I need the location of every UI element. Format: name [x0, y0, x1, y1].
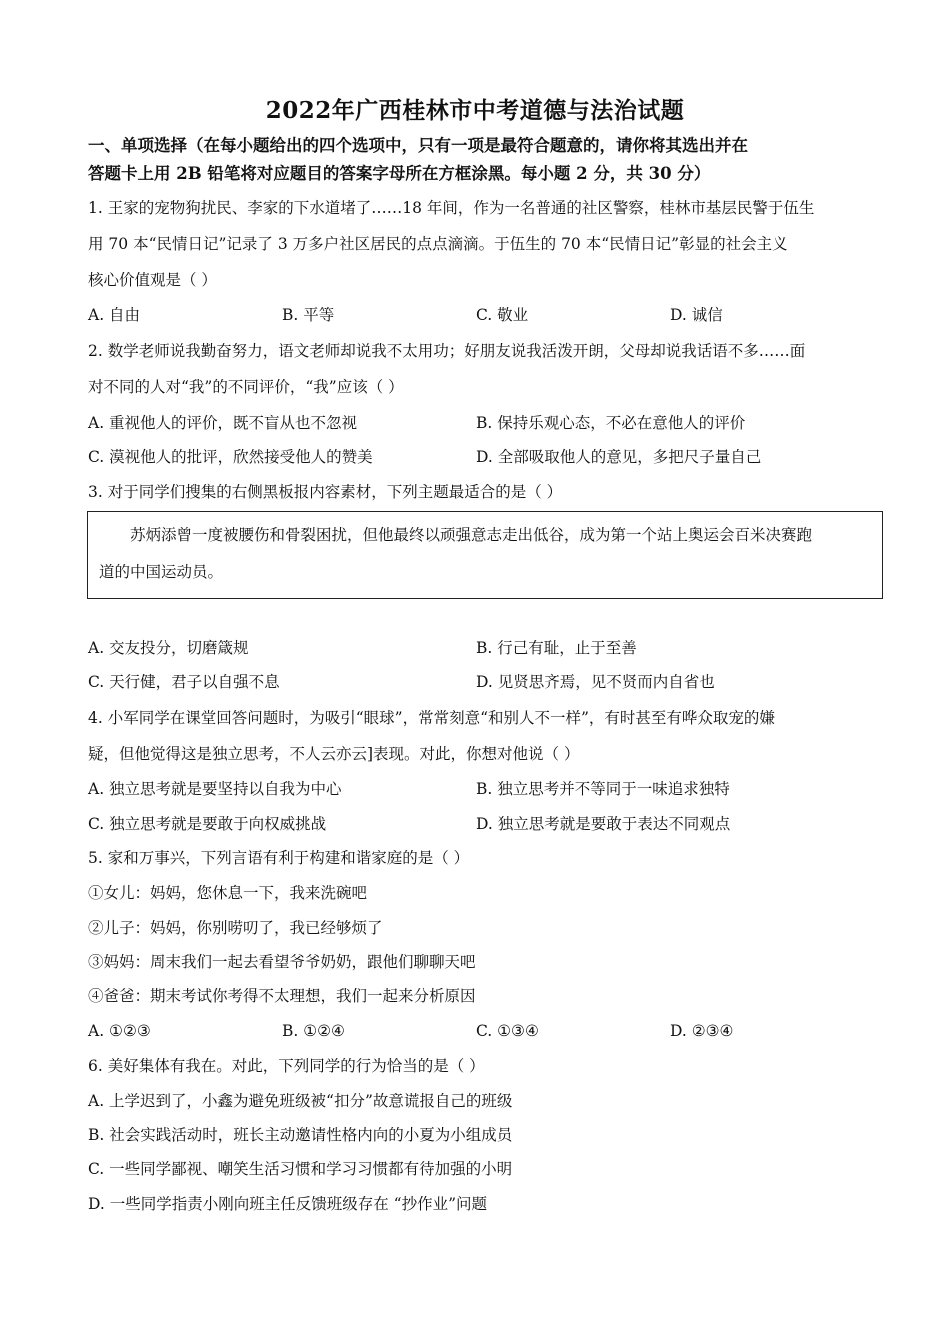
q1-option-c: C. 敬业: [476, 306, 529, 324]
q3-material-box: [87, 511, 883, 599]
q1-stem-line-3: 核心价值观是（ ）: [88, 271, 217, 289]
q6-option-c: C. 一些同学鄙视、嘲笑生活习惯和学习习惯都有待加强的小明: [88, 1160, 513, 1178]
q6-option-a: A. 上学迟到了，小鑫为避免班级被“扣分”故意谎报自己的班级: [88, 1092, 513, 1110]
page-title: 2022年广西桂林市中考道德与法治试题: [265, 97, 685, 124]
q3-material-line-2: 道的中国运动员。: [99, 563, 224, 581]
q3-option-a: A. 交友投分，切磨箴规: [88, 639, 249, 657]
q3-option-c: C. 天行健，君子以自强不息: [88, 673, 280, 691]
q5-statement-3: ③妈妈：周末我们一起去看望爷爷奶奶，跟他们聊聊天吧: [88, 953, 476, 971]
q2-option-b: B. 保持乐观心态，不必在意他人的评价: [476, 414, 746, 432]
section-heading-line-1: 一、单项选择（在每小题给出的四个选项中，只有一项是最符合题意的，请你将其选出并在: [88, 136, 748, 155]
q4-option-c: C. 独立思考就是要敢于向权威挑战: [88, 815, 327, 833]
q1-option-a: A. 自由: [88, 306, 141, 324]
q5-statement-1: ①女儿：妈妈，您休息一下，我来洗碗吧: [88, 884, 368, 902]
q1-stem-line-2: 用 70 本“民情日记”记录了 3 万多户社区居民的点点滴滴。于伍生的 70 本“民情日记”彰显的社会主义: [88, 235, 788, 253]
q5-option-b: B. ①②④: [282, 1022, 345, 1040]
q2-stem-line-1: 2. 数学老师说我勤奋努力，语文老师却说我不太用功；好朋友说我活泼开朗，父母却说我话语不多……面: [88, 342, 806, 360]
q3-stem-line-1: 3. 对于同学们搜集的右侧黑板报内容素材，下列主题最适合的是（ ）: [88, 483, 563, 501]
q2-option-d: D. 全部吸取他人的意见，多把尺子量自己: [476, 448, 762, 466]
q4-option-b: B. 独立思考并不等同于一味追求独特: [476, 780, 730, 798]
q4-option-a: A. 独立思考就是要坚持以自我为中心: [88, 780, 342, 798]
q5-statement-2: ②儿子：妈妈，你别唠叨了，我已经够烦了: [88, 919, 383, 937]
q5-statement-4: ④爸爸：期末考试你考得不太理想，我们一起来分析原因: [88, 987, 476, 1005]
q1-stem-line-1: 1. 王家的宠物狗扰民、李家的下水道堵了……18 年间，作为一名普通的社区警察，桂林市基层民警于伍生: [88, 199, 815, 217]
q3-option-b: B. 行己有耻，止于至善: [476, 639, 637, 657]
q4-stem-line-1: 4. 小军同学在课堂回答问题时，为吸引“眼球”，常常刻意“和别人不一样”，有时甚至有哗众取宠的嫌: [88, 709, 775, 727]
q5-stem-line-1: 5. 家和万事兴，下列言语有利于构建和谐家庭的是（ ）: [88, 849, 470, 867]
q5-option-a: A. ①②③: [88, 1022, 151, 1040]
section-heading-line-2: 答题卡上用 2B 铅笔将对应题目的答案字母所在方框涂黑。每小题 2 分，共 30 分）: [88, 164, 711, 183]
q2-stem-line-2: 对不同的人对“我”的不同评价，“我”应该（ ）: [88, 378, 404, 396]
q2-option-c: C. 漠视他人的批评，欣然接受他人的赞美: [88, 448, 373, 466]
q3-option-d: D. 见贤思齐焉，见不贤而内自省也: [476, 673, 715, 691]
q1-option-b: B. 平等: [282, 306, 335, 324]
q6-option-d: D. 一些同学指责小刚向班主任反馈班级存在 “抄作业”问题: [88, 1195, 488, 1213]
q4-option-d: D. 独立思考就是要敢于表达不同观点: [476, 815, 731, 833]
q4-stem-line-2: 疑，但他觉得这是独立思考，不人云亦云]表现。对此，你想对他说（ ）: [88, 745, 580, 763]
q1-option-d: D. 诚信: [670, 306, 723, 324]
q5-option-c: C. ①③④: [476, 1022, 539, 1040]
q6-stem-line-1: 6. 美好集体有我在。对此，下列同学的行为恰当的是（ ）: [88, 1057, 485, 1075]
q3-material-line-1: 苏炳添曾一度被腰伤和骨裂困扰，但他最终以顽强意志走出低谷，成为第一个站上奥运会百米决赛跑: [130, 526, 813, 544]
q2-option-a: A. 重视他人的评价，既不盲从也不忽视: [88, 414, 358, 432]
q5-option-d: D. ②③④: [670, 1022, 734, 1040]
q6-option-b: B. 社会实践活动时，班长主动邀请性格内向的小夏为小组成员: [88, 1126, 513, 1144]
